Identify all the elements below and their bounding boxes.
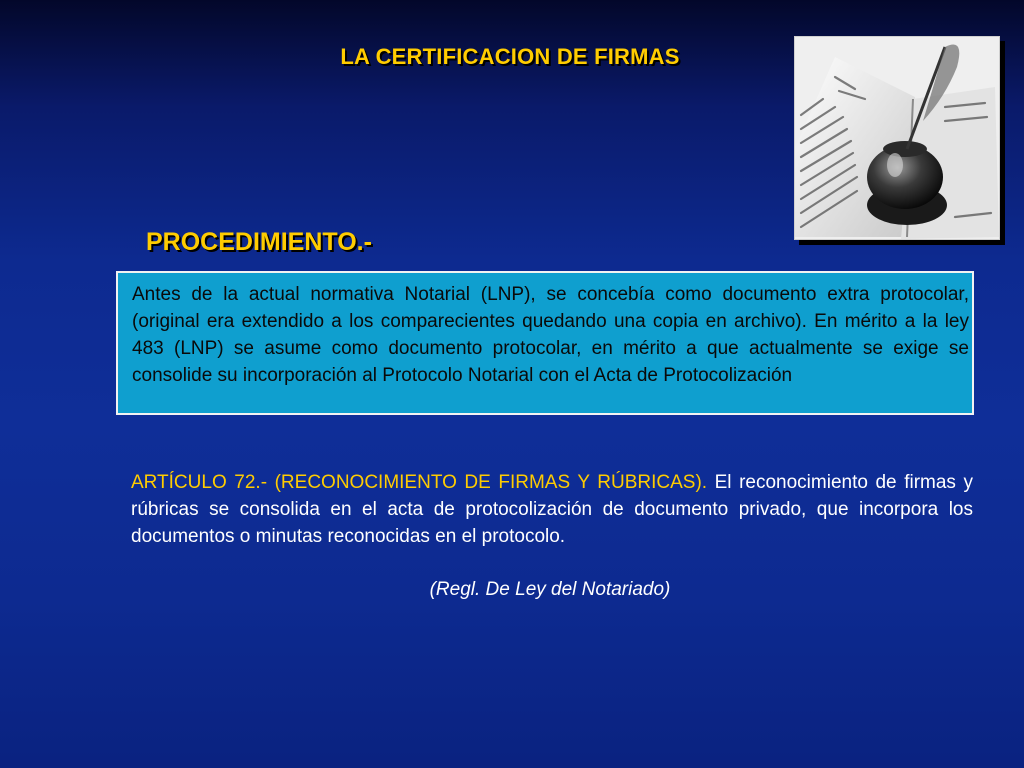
section-heading: PROCEDIMIENTO.- bbox=[146, 228, 372, 256]
article-heading: ARTÍCULO 72.- (RECONOCIMIENTO DE FIRMAS Y RÚBRICAS). bbox=[131, 472, 708, 493]
slide-title: LA CERTIFICACION DE FIRMAS bbox=[340, 44, 680, 69]
article-paragraph bbox=[131, 469, 973, 550]
book-inkwell-quill-icon bbox=[794, 36, 1000, 240]
article-text: El reconocimiento de firmas y rúbricas se consolida en el acta de protocolización de documento privado, que incorpora los documentos o minutas reconocidas en el protocolo. bbox=[131, 472, 973, 547]
source-note: (Regl. De Ley del Notariado) bbox=[429, 579, 671, 600]
info-box bbox=[116, 271, 974, 415]
box-text: Antes de la actual normativa Notarial (LNP), se concebía como documento extra protocolar, (original era extendido a los comparecientes quedando una copia en archivo). En mérito a la ley 483 (LNP) se asume como documento protocolar, en mérito a que actualmente se exige se consolide su incorporación al Protocolo Notarial con el Acta de Protocolización bbox=[132, 284, 969, 386]
